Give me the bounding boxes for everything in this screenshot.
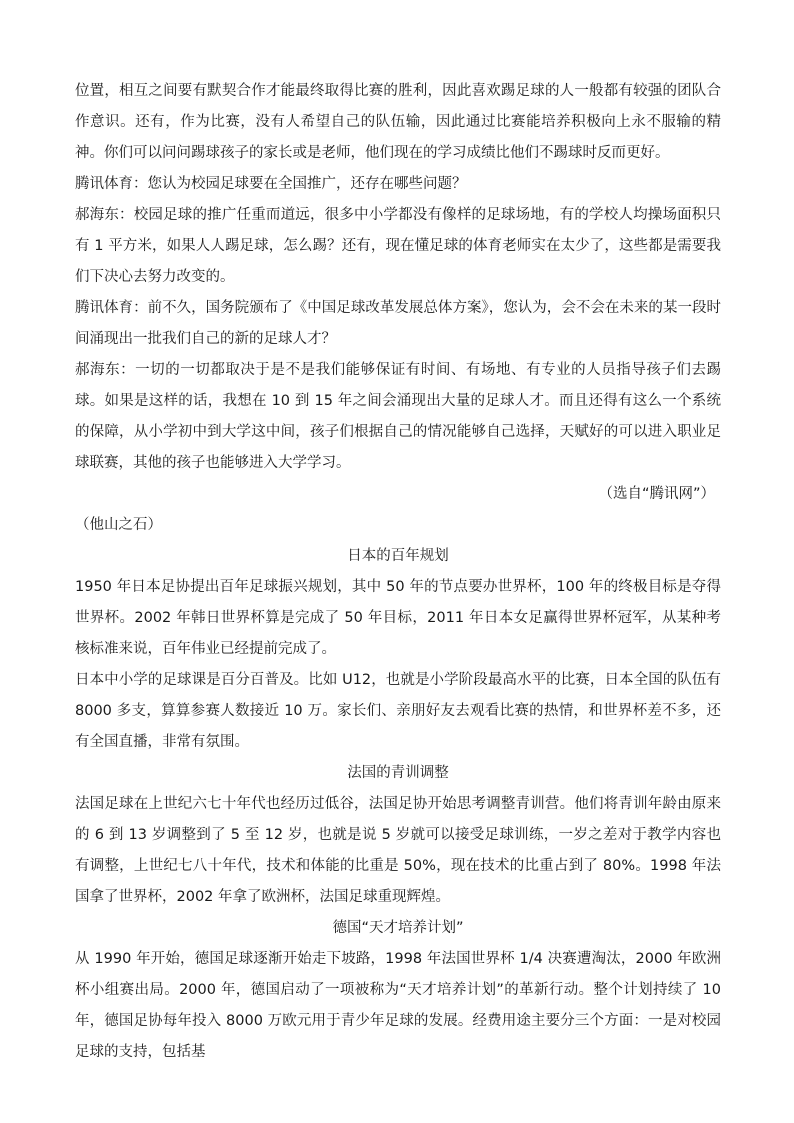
paragraph-japan-plan: 1950 年日本足协提出百年足球振兴规划，其中 50 年的节点要办世界杯，100 年的终极目标是夺得世界杯。2002 年韩日世界杯算是完成了 50 年目标，2011 年日本女足赢得世界杯冠军，从某种考核标准来说，百年伟业已经提前完成了。: [75, 579, 721, 657]
paragraph-teamwork: 位置，相互之间要有默契合作才能最终取得比赛的胜利，因此喜欢踢足球的人一般都有较强的团队合作意识。还有，作为比赛，没有人希望自己的队伍输，因此通过比赛能培养积极向上永不服输的精神。你们可以问问踢球孩子的家长或是老师，他们现在的学习成绩比他们不踢球时反而更好。: [75, 83, 721, 161]
paragraph-question-promotion: 腾讯体育：您认为校园足球要在全国推广，还存在哪些问题？: [75, 176, 467, 192]
paragraph-germany-plan: 从 1990 年开始，德国足球逐渐开始走下坡路，1998 年法国世界杯 1/4 决赛遭淘汰，2000 年欧洲杯小组赛出局。2000 年，德国启动了一项被称为“天才培养计划”的革新行动。整个计划持续了 10 年，德国足协每年投入 8000 万欧元用于青少年足球的发展。经费用途主要分三个方面：一是对校园足球的支持，包括基: [75, 951, 721, 1060]
heading-japan: 日本的百年规划: [347, 548, 449, 564]
source-citation: （选自“腾讯网”）: [598, 486, 715, 502]
paragraph-japan-schools: 日本中小学的足球课是百分百普及。比如 U12，也就是小学阶段最高水平的比赛，日本全国的队伍有 8000 多支，算算参赛人数接近 10 万。家长们、亲朋好友去观看比赛的热情，和世界杯差不多，还有全国直播，非常有氛围。: [75, 672, 721, 750]
section-label: （他山之石）: [75, 517, 162, 533]
article-body: [75, 76, 721, 1068]
paragraph-france-youth: 法国足球在上世纪六七十年代也经历过低谷，法国足协开始思考调整青训营。他们将青训年龄由原来的 6 到 13 岁调整到了 5 至 12 岁，也就是说 5 岁就可以接受足球训练，一岁之差对于教学内容也有调整，上世纪七八十年代，技术和体能的比重是 50%，现在技术的比重占到了 80%。1998 年法国拿了世界杯，2002 年拿了欧洲杯，法国足球重现辉煌。: [75, 796, 721, 905]
heading-germany: 德国“天才培养计划”: [332, 920, 464, 936]
paragraph-question-talent: 腾讯体育：前不久，国务院颁布了《中国足球改革发展总体方案》，您认为，会不会在未来的某一段时间涌现出一批我们自己的新的足球人才？: [75, 300, 721, 347]
heading-france: 法国的青训调整: [347, 765, 449, 781]
paragraph-answer-talent: 郝海东：一切的一切都取决于是不是我们能够保证有时间、有场地、有专业的人员指导孩子们去踢球。如果是这样的话，我想在 10 到 15 年之间会涌现出大量的足球人才。而且还得有这么一个系统的保障，从小学初中到大学这中间，孩子们根据自己的情况能够自己选择，天赋好的可以进入职业足球联赛，其他的孩子也能够进入大学学习。: [75, 362, 721, 471]
paragraph-answer-promotion: 郝海东：校园足球的推广任重而道远，很多中小学都没有像样的足球场地，有的学校人均操场面积只有 1 平方米，如果人人踢足球，怎么踢？还有，现在懂足球的体育老师实在太少了，这些都是需要我们下决心去努力改变的。: [75, 207, 721, 285]
